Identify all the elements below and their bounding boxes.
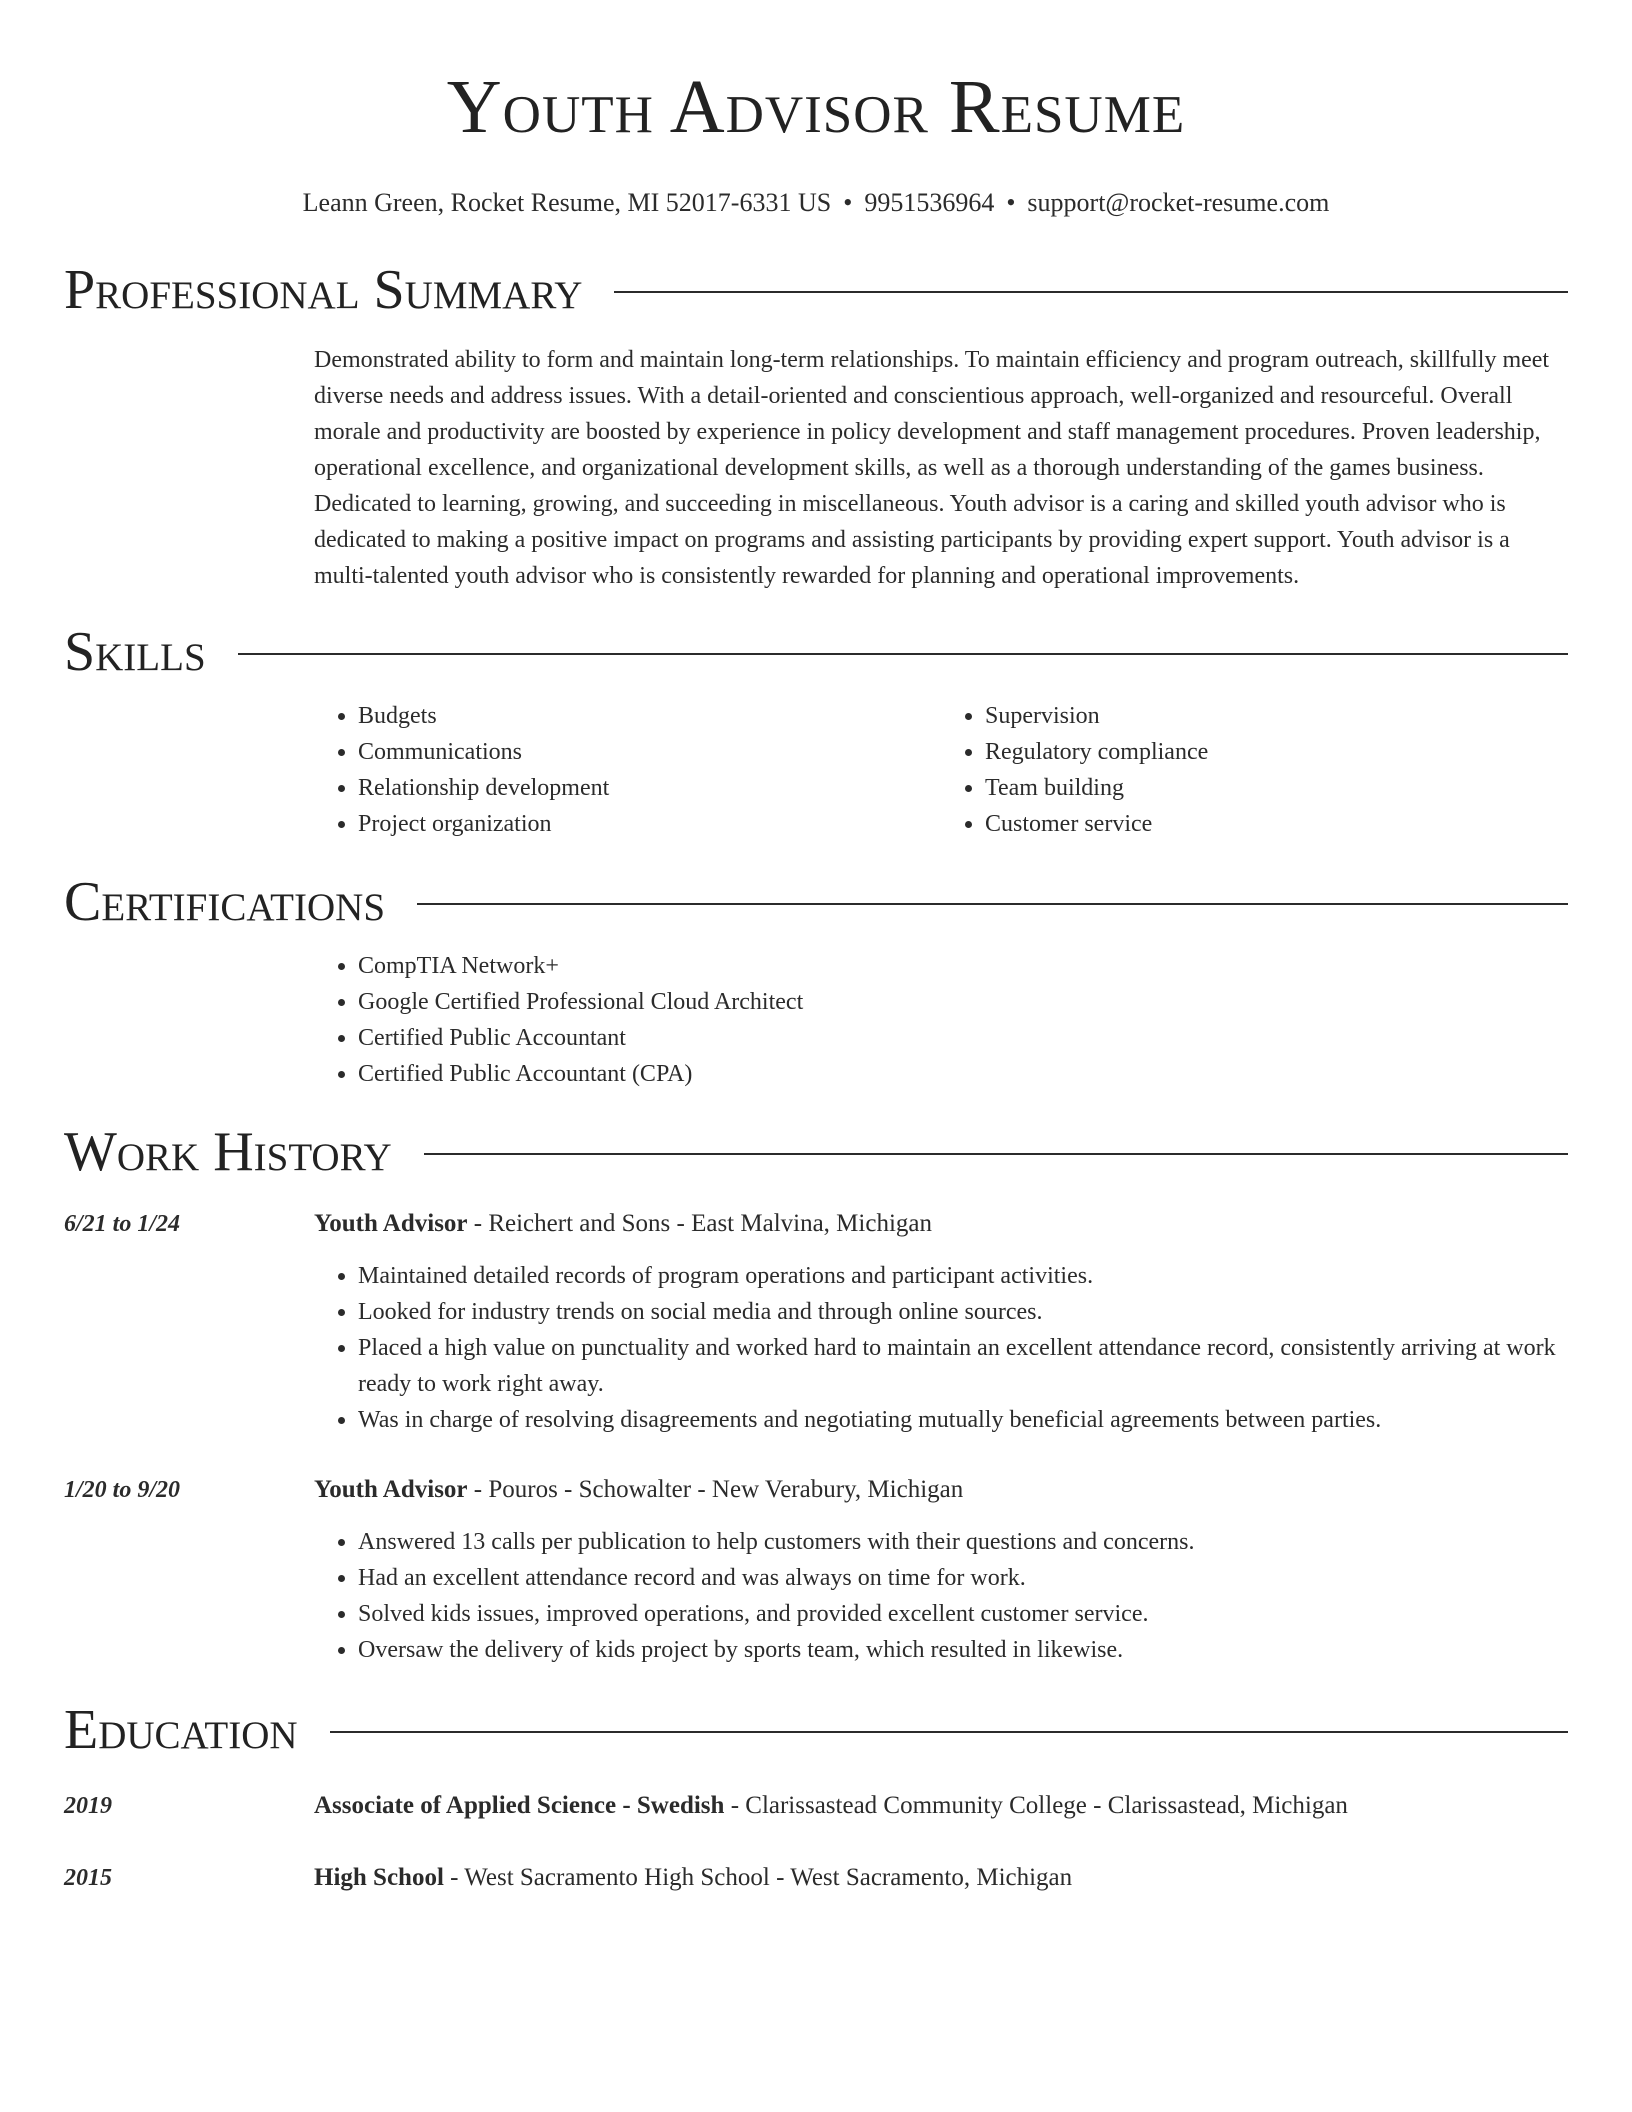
contact-separator: •	[1006, 188, 1016, 217]
summary-text: Demonstrated ability to form and maintain long-term relationships. To maintain efficiency and program outreach, skillfully meet diverse needs and address issues. With a detail-oriented and conscientious approach, well-organized and resourceful. Overall morale and productivity are boosted by experience in policy development and staff management procedures. Proven leadership, operational excellence, and organizational development skills, as well as a thorough understanding of the games business. Dedicated to learning, growing, and succeeding in miscellaneous. Youth advisor is a caring and skilled youth advisor who is dedicated to making a positive impact on programs and assisting participants by providing expert support. Youth advisor is a multi-talented youth advisor who is consistently rewarded for planning and operational improvements.	[314, 347, 1550, 589]
list-item: • Oversaw the delivery of kids project by sports team, which resulted in likewise.	[358, 1632, 1568, 1668]
list-item: • Certified Public Accountant (CPA)	[358, 1056, 1568, 1092]
education-year: 2019	[64, 1793, 112, 1819]
job-entry	[64, 1206, 1568, 1438]
section-header-education	[64, 1698, 1568, 1762]
education-details: - Clarissastead Community College - Clarissastead, Michigan	[724, 1792, 1348, 1819]
section-rule	[238, 653, 1568, 655]
job-details: - Reichert and Sons - East Malvina, Michigan	[467, 1210, 932, 1237]
job-bullets	[314, 1524, 1568, 1668]
section-header-work-history	[64, 1120, 1568, 1184]
list-item: • Maintained detailed records of program operations and participant activities.	[358, 1258, 1568, 1294]
education-heading	[314, 1860, 1568, 1896]
list-item: • Had an excellent attendance record and was always on time for work.	[358, 1560, 1568, 1596]
list-item: • Certified Public Accountant	[358, 1020, 1568, 1056]
list-item: • Regulatory compliance	[985, 734, 1568, 770]
education-heading	[314, 1788, 1568, 1824]
list-item: • CompTIA Network+	[358, 948, 1568, 984]
education-entry	[64, 1788, 1568, 1824]
list-item: • Placed a high value on punctuality and worked hard to maintain an excellent attendance record, consistently arriving at work ready to work right away.	[358, 1330, 1568, 1402]
list-item: • Supervision	[985, 698, 1568, 734]
section-header-skills	[64, 620, 1568, 684]
education-degree: Associate of Applied Science - Swedish	[314, 1792, 725, 1819]
contact-email: support@rocket-resume.com	[1027, 188, 1330, 217]
section-rule	[330, 1731, 1568, 1733]
list-item: • Relationship development	[358, 770, 941, 806]
section-title-summary: Professional Summary	[64, 259, 583, 321]
skills-grid	[314, 698, 1568, 842]
list-item: • Answered 13 calls per publication to help customers with their questions and concerns.	[358, 1524, 1568, 1560]
education-details: - West Sacramento High School - West Sacramento, Michigan	[443, 1864, 1073, 1891]
contact-phone: 9951536964	[864, 188, 995, 217]
certifications-list	[314, 948, 1568, 1092]
list-item: • Customer service	[985, 806, 1568, 842]
list-item: • Google Certified Professional Cloud Architect	[358, 984, 1568, 1020]
list-item: • Team building	[985, 770, 1568, 806]
job-title: Youth Advisor	[314, 1210, 468, 1237]
section-title-certifications: Certifications	[64, 871, 386, 933]
section-rule	[614, 291, 1568, 293]
list-item: • Budgets	[358, 698, 941, 734]
skills-list-left	[314, 698, 941, 842]
list-item: • Looked for industry trends on social media and through online sources.	[358, 1294, 1568, 1330]
section-header-summary	[64, 258, 1568, 322]
job-heading	[314, 1206, 1568, 1242]
education-year: 2015	[64, 1865, 112, 1891]
section-header-certifications	[64, 870, 1568, 934]
contact-line	[64, 186, 1568, 220]
contact-separator: •	[843, 188, 853, 217]
education-list	[64, 1788, 1568, 1896]
resume-title: Youth Advisor Resume	[446, 65, 1186, 149]
list-item: • Was in charge of resolving disagreements and negotiating mutually beneficial agreements between parties.	[358, 1402, 1568, 1438]
section-title-education: Education	[64, 1699, 298, 1761]
education-entry	[64, 1860, 1568, 1896]
section-title-skills: Skills	[64, 621, 206, 683]
job-dates: 1/20 to 9/20	[64, 1477, 181, 1503]
section-rule	[424, 1153, 1568, 1155]
skills-list-right	[941, 698, 1568, 842]
list-item: • Communications	[358, 734, 941, 770]
job-dates: 6/21 to 1/24	[64, 1211, 181, 1237]
education-degree: High School	[314, 1864, 444, 1891]
job-entry	[64, 1472, 1568, 1668]
job-bullets	[314, 1258, 1568, 1438]
job-title: Youth Advisor	[314, 1476, 468, 1503]
job-details: - Pouros - Schowalter - New Verabury, Michigan	[467, 1476, 964, 1503]
list-item: • Project organization	[358, 806, 941, 842]
section-rule	[417, 903, 1568, 905]
section-title-work-history: Work History	[64, 1121, 392, 1183]
list-item: • Solved kids issues, improved operations, and provided excellent customer service.	[358, 1596, 1568, 1632]
job-heading	[314, 1472, 1568, 1508]
contact-address: Leann Green, Rocket Resume, MI 52017-6331 US	[302, 188, 832, 217]
